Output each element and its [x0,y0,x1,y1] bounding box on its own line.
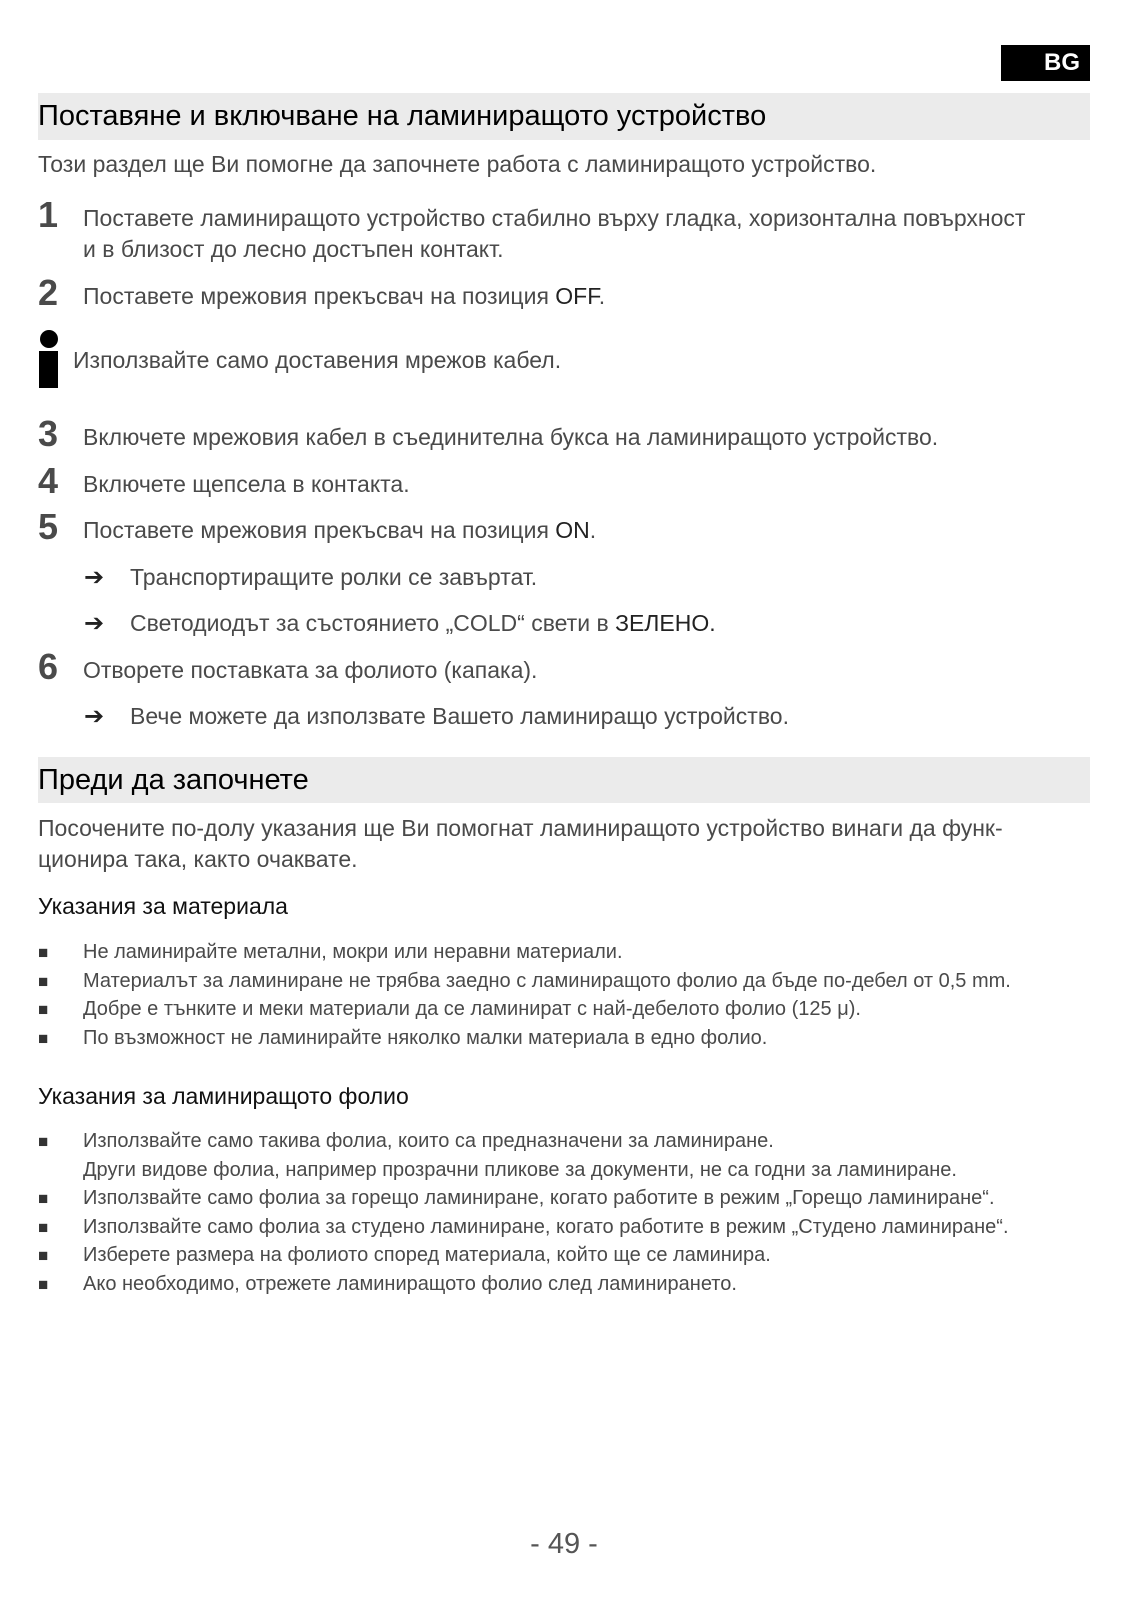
section-intro: ционира така, както очаквате. [38,846,358,872]
bullet-icon: ■ [38,1000,49,1019]
subheading-foil: Указания за ламиниращото фолио [38,1083,409,1109]
section-intro: Посочените по-долу указания ще Ви помогнат ламиниращото устройство винаги да функ- [38,815,1003,841]
section-title-before-start: Преди да започнете [38,757,1090,803]
list-item: Добре е тънките и меки материали да се ламинират с най-дебелото фолио (125 μ). [83,998,861,1020]
section-intro: Този раздел ще Ви помогне да започнете работа с ламиниращото устройство. [38,151,877,177]
bullet-icon: ■ [38,1132,49,1151]
bullet-icon: ■ [38,943,49,962]
step-number: 5 [38,506,59,547]
step-text: и в близост до лесно достъпен контакт. [83,236,504,262]
result-text: Светодиодът за състоянието „COLD“ свети в ЗЕЛЕНО. [130,610,716,636]
bullet-icon: ■ [38,1275,49,1294]
bullet-icon: ■ [38,972,49,991]
result-text: Вече можете да използвате Вашето ламиниращо устройство. [130,703,789,729]
info-icon [38,330,60,390]
step-number: 1 [38,194,59,235]
step-text: Поставете мрежовия прекъсвач на позиция OFF. [83,283,606,309]
list-item: Не ламинирайте метални, мокри или неравни материали. [83,941,623,963]
bullet-icon: ■ [38,1246,49,1265]
bullet-icon: ■ [38,1189,49,1208]
bullet-icon: ■ [38,1029,49,1048]
bullet-icon: ■ [38,1218,49,1237]
section-title-setup: Поставяне и включване на ламиниращото устройство [38,93,1090,140]
step-text: Поставете ламиниращото устройство стабилно върху гладка, хоризонтална повърхност [83,205,1026,231]
subheading-material: Указания за материала [38,893,288,919]
arrow-right-icon: ➔ [84,610,105,637]
page-number: - 49 - [530,1528,598,1560]
step-number: 4 [38,460,59,501]
arrow-right-icon: ➔ [84,564,105,591]
step-text: Отворете поставката за фолиото (капака). [83,657,538,683]
step-number: 3 [38,413,59,454]
step-text: Поставете мрежовия прекъсвач на позиция ON. [83,517,597,543]
list-item: Използвайте само такива фолиа, които са предназначени за ламиниране. [83,1130,774,1152]
list-item: Използвайте само фолиа за горещо ламиниране, когато работите в режим „Горещо ламиниране“. [83,1187,995,1209]
list-item: Използвайте само фолиа за студено ламиниране, когато работите в режим „Студено ламиниране“. [83,1216,1009,1238]
list-item: Материалът за ламиниране не трябва заедно с ламиниращото фолио да бъде по-дебел от 0,5 mm. [83,970,1011,992]
step-text: Включете щепсела в контакта. [83,471,410,497]
note-text: Използвайте само доставения мрежов кабел. [73,347,562,373]
list-item: Изберете размера на фолиото според материала, който ще се ламинира. [83,1244,771,1266]
step-number: 6 [38,646,59,687]
arrow-right-icon: ➔ [84,703,105,730]
step-text: Включете мрежовия кабел в съединителна букса на ламиниращото устройство. [83,424,939,450]
step-number: 2 [38,272,59,313]
list-item: Ако необходимо, отрежете ламиниращото фолио след ламинирането. [83,1273,737,1295]
language-badge: BG [1001,45,1090,81]
result-text: Транспортиращите ролки се завъртат. [130,564,538,590]
list-item: По възможност не ламинирайте няколко малки материала в едно фолио. [83,1027,768,1049]
list-item-continuation: Други видове фолиа, например прозрачни пликове за документи, не са годни за ламиниране. [83,1159,957,1181]
